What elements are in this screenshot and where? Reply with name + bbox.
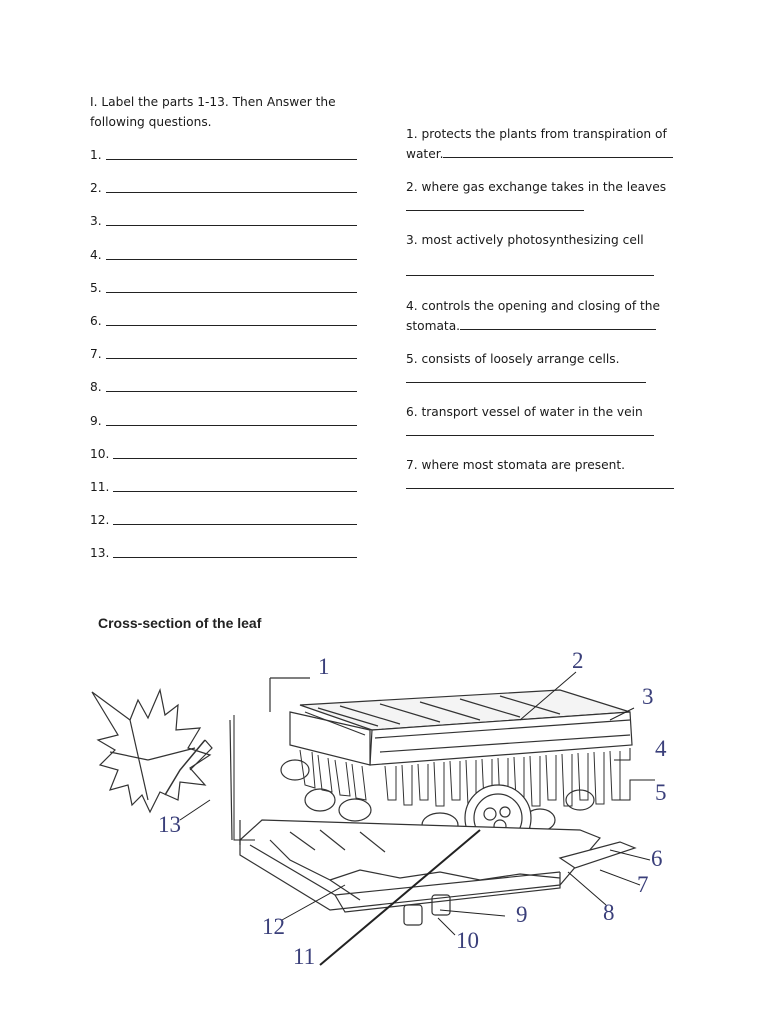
callout-10: 10	[456, 928, 479, 953]
label-number: 7.	[90, 347, 102, 362]
callout-3: 3	[642, 684, 654, 709]
question-text: 5. consists of loosely arrange cells.	[406, 352, 620, 366]
callout-12: 12	[262, 914, 285, 939]
question-text: 2. where gas exchange takes in the leaves	[406, 180, 667, 194]
callout-1: 1	[318, 654, 330, 679]
callout-5: 5	[655, 780, 667, 805]
callout-4: 4	[655, 736, 667, 761]
label-number: 11.	[90, 479, 110, 494]
label-number: 10.	[90, 446, 110, 461]
label-number: 12.	[90, 513, 110, 528]
instructions-text: I. Label the parts 1-13. Then Answer the following questions.	[90, 95, 336, 129]
maple-leaf-illustration	[92, 690, 212, 812]
question-text: 3. most actively photosynthesizing cell	[406, 233, 644, 247]
label-number: 8.	[90, 380, 102, 395]
callout-7: 7	[637, 872, 649, 897]
label-number: 6.	[90, 313, 102, 328]
label-number: 13.	[90, 546, 110, 561]
callout-9: 9	[516, 902, 528, 927]
label-number: 3.	[90, 214, 102, 229]
callout-11: 11	[293, 944, 316, 969]
question-text: 4. controls the opening and closing of the stomata.	[406, 299, 661, 333]
callout-2: 2	[572, 648, 584, 673]
leaf-block-illustration	[230, 678, 635, 925]
label-number: 1.	[90, 148, 102, 162]
label-number: 2.	[90, 181, 102, 196]
question-text: 7. where most stomata are present.	[406, 458, 625, 472]
label-number: 5.	[90, 280, 102, 295]
callout-13: 13	[158, 812, 181, 837]
callout-6: 6	[651, 846, 663, 871]
question-text: 6. transport vessel of water in the vein	[406, 405, 643, 419]
label-number: 4.	[90, 247, 102, 262]
diagram-title: Cross-section of the leaf	[98, 615, 262, 631]
question-text: 1. protects the plants from transpiration of water.	[406, 127, 667, 161]
label-number: 9.	[90, 413, 102, 428]
callout-8: 8	[603, 900, 615, 925]
